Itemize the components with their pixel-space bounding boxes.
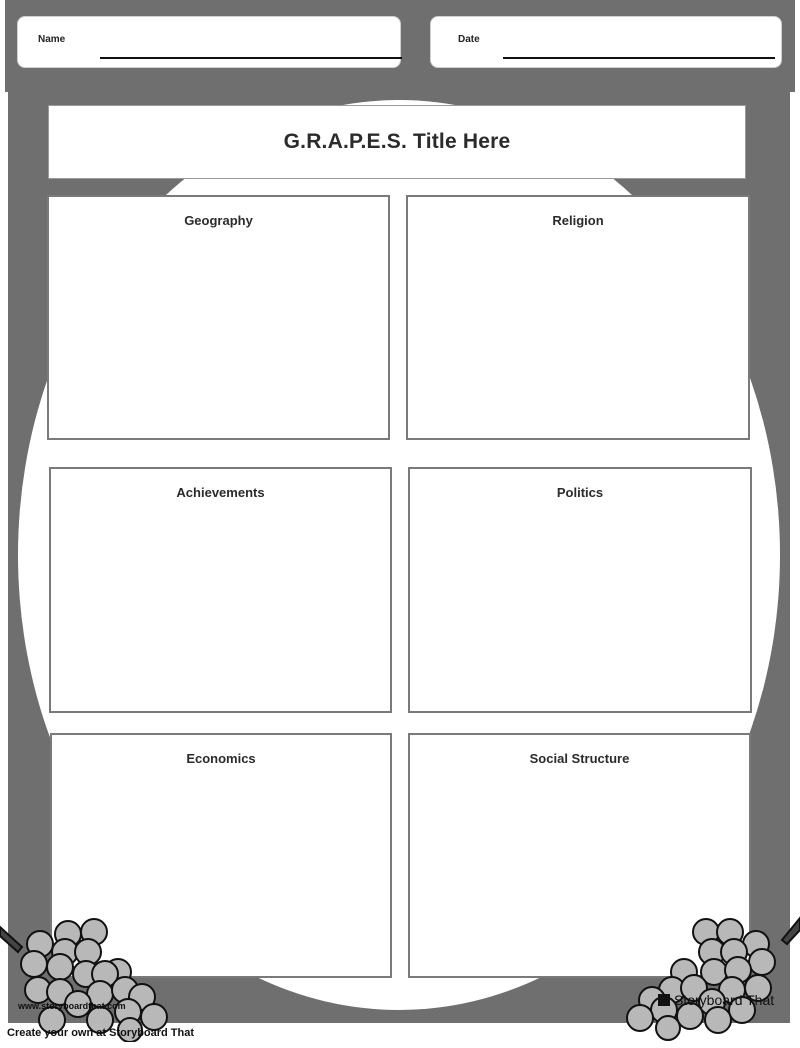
grapes-icon (0, 912, 180, 1042)
section-politics[interactable] (408, 467, 752, 713)
section-label: Religion (552, 213, 604, 228)
name-line (100, 57, 402, 59)
date-line (503, 57, 775, 59)
brand-logo[interactable] (658, 992, 774, 1008)
section-achievements[interactable] (49, 467, 392, 713)
section-label: Politics (556, 485, 604, 500)
grapes-icon (622, 910, 800, 1042)
title-box[interactable] (48, 105, 746, 179)
section-label: Geography (184, 213, 253, 228)
logo-mark-icon (658, 994, 670, 1006)
date-label: Date (458, 34, 480, 45)
section-label: Achievements (176, 485, 265, 500)
name-field[interactable] (17, 16, 401, 68)
footer-credit[interactable]: Create your own at Storyboard That (7, 1027, 195, 1039)
section-label: Economics (186, 751, 256, 766)
section-geography[interactable] (47, 195, 390, 440)
brand-logo-text: Storyboard That (674, 992, 775, 1008)
name-label: Name (38, 34, 66, 45)
date-field[interactable] (430, 16, 782, 68)
section-label: Social Structure (529, 751, 630, 766)
watermark-url: www.storyboardthat.com (18, 1001, 126, 1011)
page-title: G.R.A.P.E.S. Title Here (283, 130, 511, 153)
section-religion[interactable] (406, 195, 750, 440)
